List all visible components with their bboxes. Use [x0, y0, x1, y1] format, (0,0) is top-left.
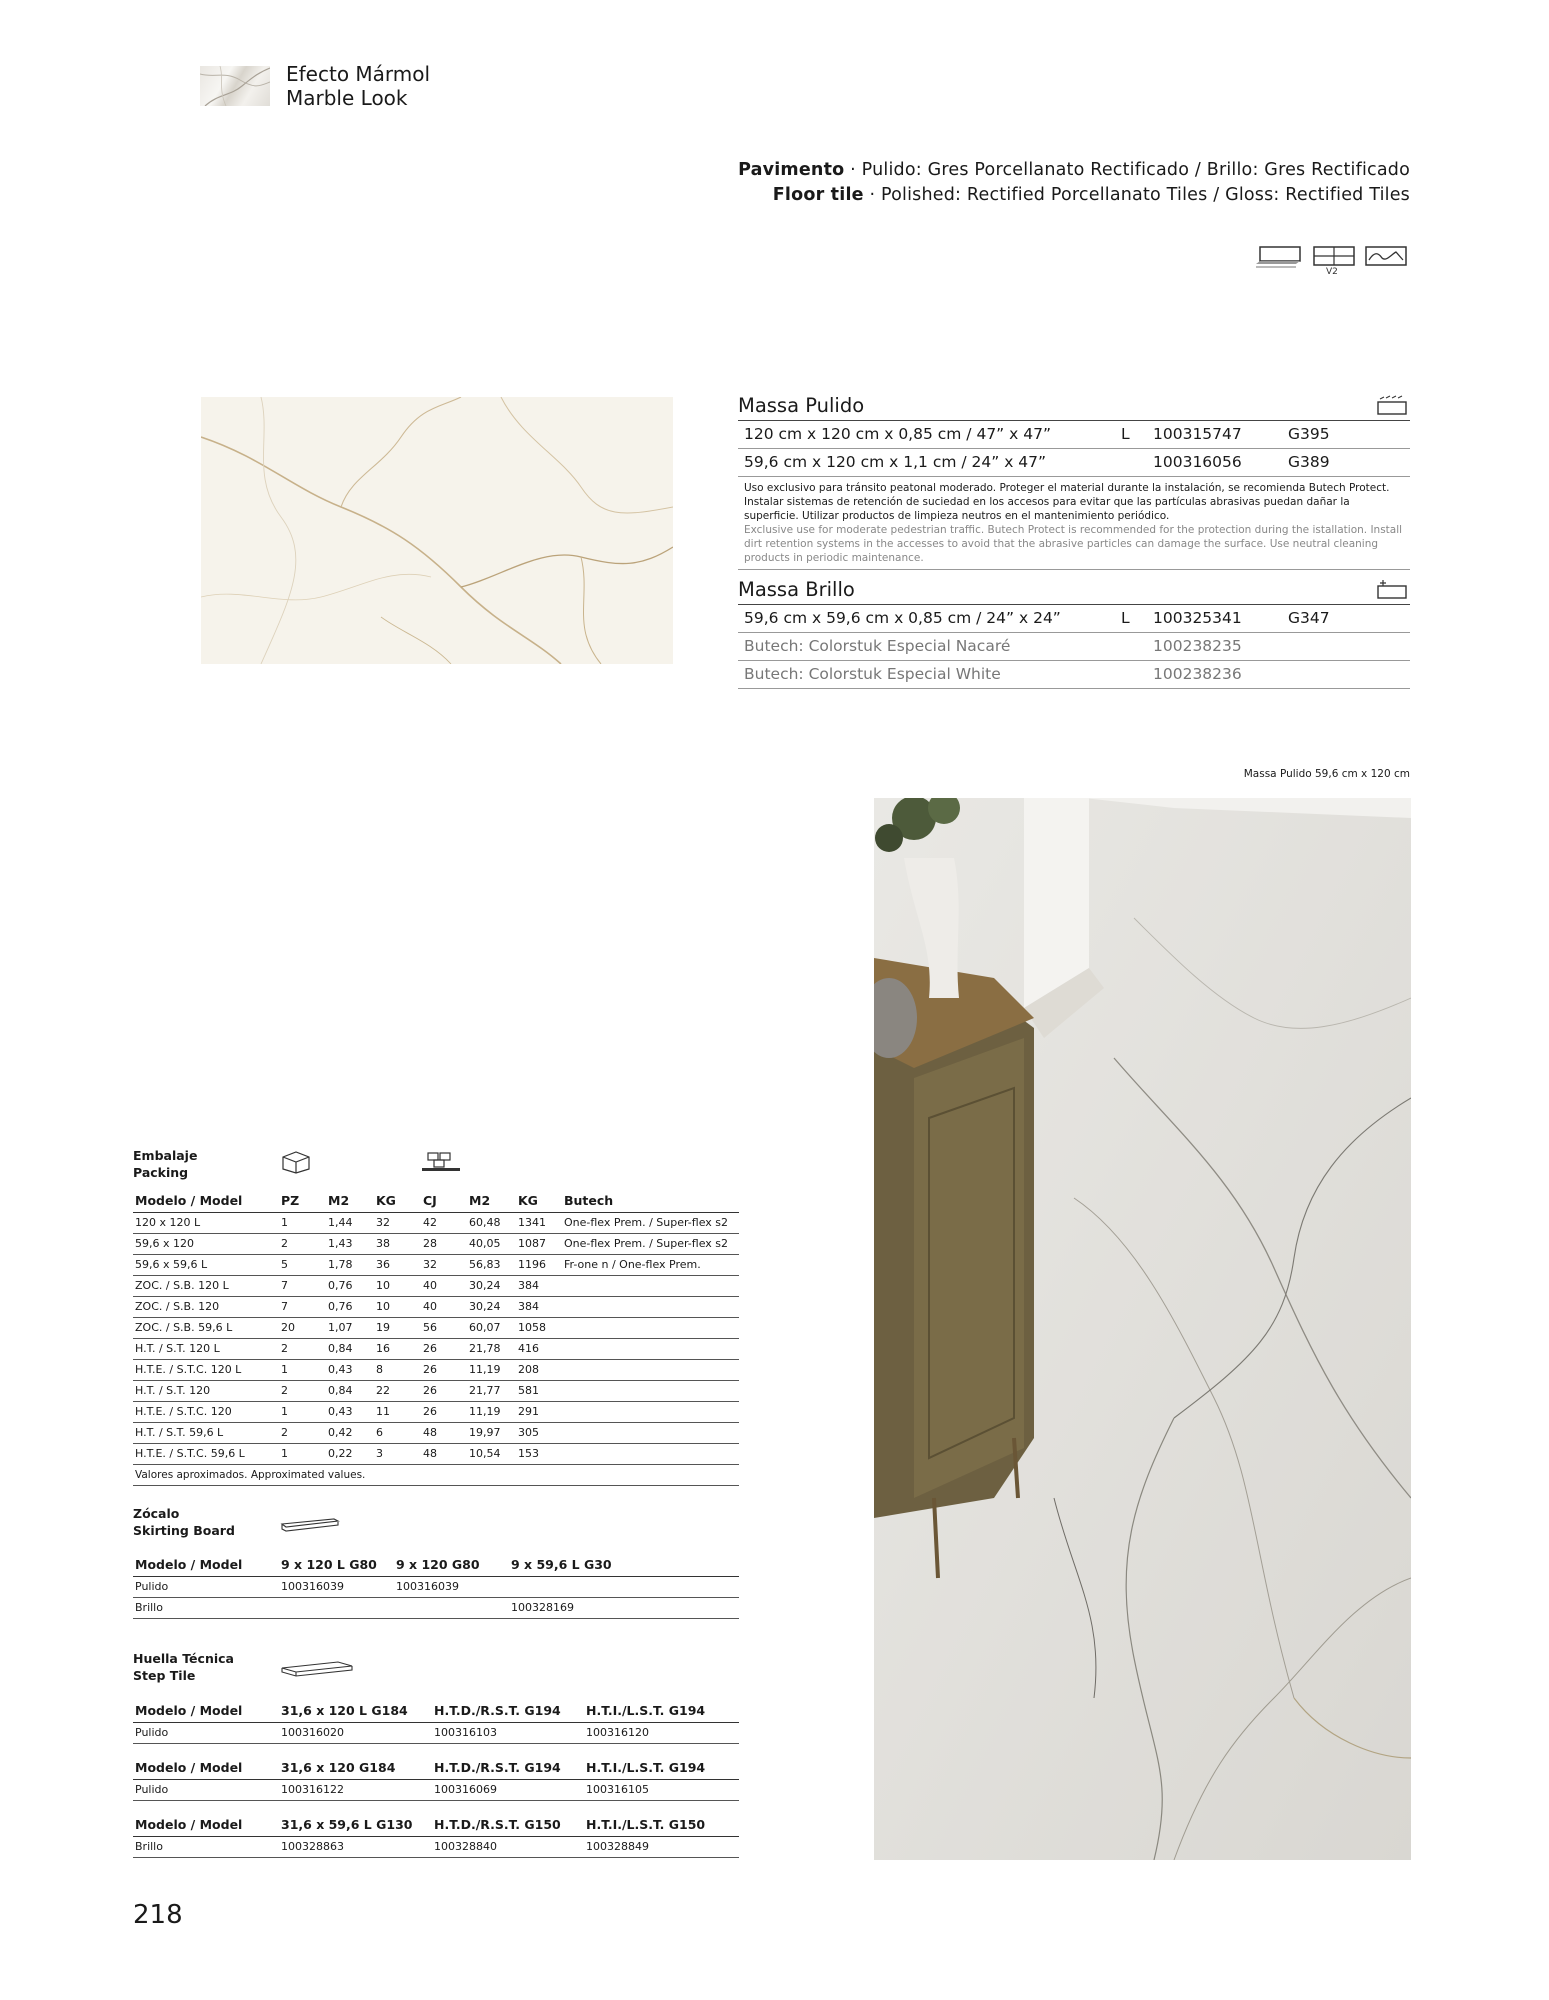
packing-cell: 2 [281, 1342, 288, 1355]
packing-cell: 1341 [518, 1216, 546, 1229]
butech-row [738, 661, 1410, 689]
step-tile-header: H.T.D./R.S.T. G150 [434, 1817, 561, 1832]
step-tile-header: 31,6 x 120 L G184 [281, 1703, 408, 1718]
skirting-header-row [133, 1554, 739, 1577]
packing-cell: 0,84 [328, 1342, 353, 1355]
packing-cell: Fr-one n / One-flex Prem. [564, 1258, 701, 1271]
step-tile-header-row [133, 1814, 739, 1837]
packing-row [133, 1276, 739, 1297]
packing-cell: 40 [423, 1279, 437, 1292]
slip-resistance-icon [1366, 247, 1406, 265]
floor-tile-text: · Polished: Rectified Porcellanato Tiles / Gloss: Rectified Tiles [863, 185, 1410, 205]
packing-header: Butech [564, 1193, 614, 1208]
packing-cell: 2 [281, 1237, 288, 1250]
packing-cell: 40 [423, 1300, 437, 1313]
gloss-finish-icon [1376, 578, 1408, 602]
packing-cell: 5 [281, 1258, 288, 1271]
product-row [738, 421, 1410, 449]
packing-cell: 1,78 [328, 1258, 353, 1271]
group-cell: G347 [1288, 609, 1330, 627]
packing-cell: 21,78 [469, 1342, 501, 1355]
packing-header-row [133, 1190, 739, 1213]
skirting-header: 9 x 120 G80 [396, 1557, 480, 1572]
packing-cell: H.T. / S.T. 59,6 L [135, 1426, 224, 1439]
packing-cell: 19 [376, 1321, 390, 1334]
size-cell: 59,6 cm x 120 cm x 1,1 cm / 24” x 47” [744, 453, 1047, 471]
step-tile-header: H.T.I./L.S.T. G150 [586, 1817, 706, 1832]
packing-cell: 16 [376, 1342, 390, 1355]
step-tile-cell: Pulido [135, 1726, 169, 1739]
step-tile-header: 31,6 x 59,6 L G130 [281, 1817, 413, 1832]
packing-cell: 48 [423, 1426, 437, 1439]
packing-label-es: Embalaje [133, 1148, 198, 1163]
size-cell: 59,6 cm x 59,6 cm x 0,85 cm / 24” x 24” [744, 609, 1061, 627]
packing-table [133, 1190, 739, 1486]
skirting-header: 9 x 59,6 L G30 [511, 1557, 612, 1572]
packing-cell: 10 [376, 1279, 390, 1292]
step-tile-header: H.T.I./L.S.T. G194 [586, 1760, 706, 1775]
step-tile-header: H.T.I./L.S.T. G194 [586, 1703, 706, 1718]
marble-tile-sample-image [201, 397, 673, 664]
box-icon [280, 1150, 312, 1178]
packing-cell: 60,48 [469, 1216, 501, 1229]
skirting-cell: 100316039 [281, 1580, 344, 1593]
packing-cell: H.T. / S.T. 120 [135, 1384, 211, 1397]
product-row [738, 449, 1410, 477]
tile-spec-icons [1256, 244, 1416, 276]
packing-header: Modelo / Model [135, 1193, 243, 1208]
packing-header: KG [376, 1193, 396, 1208]
skirting-table [133, 1554, 739, 1619]
packing-cell: 1 [281, 1363, 288, 1376]
step-tile-cell: 100328849 [586, 1840, 649, 1853]
packing-header: KG [518, 1193, 538, 1208]
polished-finish-icon [1376, 394, 1408, 418]
group-cell: G389 [1288, 453, 1330, 471]
packing-cell: 8 [376, 1363, 383, 1376]
massa-brillo-title-text: Massa Brillo [738, 578, 855, 601]
usage-note-es: Uso exclusivo para tránsito peatonal moderado. Proteger el material durante la instalación, se recomienda Butech Protect. Instalar sistemas de retención de suciedad en los accesos para evitar que las partículas abrasivas puedan dañar la superficie. Utilizar productos de limpieza neutros en el mantenimiento periódico. [744, 482, 1390, 522]
skirting-cell: 100316039 [396, 1580, 459, 1593]
packing-cell: 11 [376, 1405, 390, 1418]
room-photo [874, 798, 1411, 1860]
packing-header: CJ [423, 1193, 437, 1208]
packing-cell: 6 [376, 1426, 383, 1439]
packing-cell: 26 [423, 1363, 437, 1376]
packing-cell: 0,84 [328, 1384, 353, 1397]
step-tile-cell: 100328863 [281, 1840, 344, 1853]
step-tile-cell: 100316020 [281, 1726, 344, 1739]
massa-pulido-table [738, 392, 1410, 570]
packing-row [133, 1402, 739, 1423]
step-tile-header-row [133, 1757, 739, 1780]
massa-pulido-title [738, 392, 1410, 421]
skirting-board-icon [280, 1516, 340, 1536]
packing-cell: 19,97 [469, 1426, 501, 1439]
step-tile-cell: 100316120 [586, 1726, 649, 1739]
packing-header: M2 [469, 1193, 491, 1208]
packing-cell: 384 [518, 1279, 539, 1292]
packing-cell: 1196 [518, 1258, 546, 1271]
packing-cell: 291 [518, 1405, 539, 1418]
packing-cell: 153 [518, 1447, 539, 1460]
title-es: Efecto Mármol [286, 62, 431, 86]
packing-cell: 208 [518, 1363, 539, 1376]
packing-cell: 1,43 [328, 1237, 353, 1250]
packing-footnote: Valores aproximados. Approximated values. [133, 1465, 739, 1486]
product-row [738, 605, 1410, 633]
skirting-header: 9 x 120 L G80 [281, 1557, 377, 1572]
packing-cell: H.T. / S.T. 120 L [135, 1342, 220, 1355]
packing-cell: One-flex Prem. / Super-flex s2 [564, 1237, 729, 1250]
step-tile-row [133, 1780, 739, 1801]
butech-row [738, 633, 1410, 661]
step-tile-table-1 [133, 1700, 739, 1744]
packing-cell: One-flex Prem. / Super-flex s2 [564, 1216, 729, 1229]
packing-row [133, 1360, 739, 1381]
packing-header: M2 [328, 1193, 350, 1208]
packing-row [133, 1297, 739, 1318]
packing-cell: 11,19 [469, 1405, 501, 1418]
marble-swatch-thumbnail [200, 66, 270, 106]
v2-label: V2 [1326, 267, 1338, 276]
packing-cell: 581 [518, 1384, 539, 1397]
rectified-tile-icon [1256, 247, 1300, 267]
packing-cell: 48 [423, 1447, 437, 1460]
title-en: Marble Look [286, 86, 408, 110]
packing-cell: 36 [376, 1258, 390, 1271]
packing-cell: 10,54 [469, 1447, 501, 1460]
packing-cell: 2 [281, 1384, 288, 1397]
step-tile-label-en: Step Tile [133, 1668, 196, 1683]
packing-row [133, 1318, 739, 1339]
packing-cell: 22 [376, 1384, 390, 1397]
packing-cell: ZOC. / S.B. 120 L [135, 1279, 229, 1292]
page-number: 218 [133, 1900, 183, 1930]
massa-brillo-title [738, 576, 1410, 605]
step-tile-icon [280, 1658, 356, 1684]
floor-tile-label: Floor tile [772, 185, 864, 205]
usage-note [738, 477, 1410, 570]
skirting-label-en: Skirting Board [133, 1523, 235, 1538]
packing-cell: 3 [376, 1447, 383, 1460]
step-tile-header: Modelo / Model [135, 1817, 243, 1832]
packing-row [133, 1339, 739, 1360]
skirting-cell: Brillo [135, 1601, 163, 1614]
packing-cell: 32 [423, 1258, 437, 1271]
step-tile-row [133, 1837, 739, 1858]
step-tile-row [133, 1723, 739, 1744]
butech-code-cell: 100238235 [1153, 637, 1242, 655]
packing-cell: 28 [423, 1237, 437, 1250]
packing-row [133, 1423, 739, 1444]
packing-cell: 32 [376, 1216, 390, 1229]
skirting-cell: 100328169 [511, 1601, 574, 1614]
packing-cell: 0,76 [328, 1279, 353, 1292]
packing-label-en: Packing [133, 1165, 189, 1180]
packing-cell: 384 [518, 1300, 539, 1313]
packing-cell: 11,19 [469, 1363, 501, 1376]
packing-header: PZ [281, 1193, 300, 1208]
packing-cell: 10 [376, 1300, 390, 1313]
packing-cell: 30,24 [469, 1300, 501, 1313]
packing-cell: 1,44 [328, 1216, 353, 1229]
butech-name-cell: Butech: Colorstuk Especial White [744, 665, 1001, 683]
packing-cell: 305 [518, 1426, 539, 1439]
packing-cell: 1087 [518, 1237, 546, 1250]
floor-tile-description [738, 158, 1410, 208]
massa-brillo-table [738, 576, 1410, 689]
step-tile-cell: 100316069 [434, 1783, 497, 1796]
step-tile-cell: 100316105 [586, 1783, 649, 1796]
step-tile-cell: 100316122 [281, 1783, 344, 1796]
packing-cell: 7 [281, 1279, 288, 1292]
packing-row [133, 1381, 739, 1402]
packing-cell: 1,07 [328, 1321, 353, 1334]
packing-label [133, 1147, 197, 1181]
step-tile-header: H.T.D./R.S.T. G194 [434, 1703, 561, 1718]
step-tile-cell: 100316103 [434, 1726, 497, 1739]
pavimento-label: Pavimento [738, 160, 845, 180]
packing-cell: 2 [281, 1426, 288, 1439]
flag-cell: L [1121, 425, 1130, 443]
packing-row [133, 1255, 739, 1276]
packing-cell: 0,76 [328, 1300, 353, 1313]
skirting-label-es: Zócalo [133, 1506, 180, 1521]
packing-cell: 30,24 [469, 1279, 501, 1292]
skirting-row [133, 1598, 739, 1619]
size-cell: 120 cm x 120 cm x 0,85 cm / 47” x 47” [744, 425, 1051, 443]
packing-cell: 42 [423, 1216, 437, 1229]
packing-cell: 1 [281, 1216, 288, 1229]
skirting-label [133, 1505, 235, 1539]
packing-cell: 38 [376, 1237, 390, 1250]
packing-cell: 0,42 [328, 1426, 353, 1439]
packing-cell: ZOC. / S.B. 120 [135, 1300, 220, 1313]
step-tile-cell: 100328840 [434, 1840, 497, 1853]
packing-cell: 56,83 [469, 1258, 501, 1271]
packing-cell: 20 [281, 1321, 295, 1334]
packing-cell: 0,43 [328, 1363, 353, 1376]
step-tile-header: Modelo / Model [135, 1703, 243, 1718]
packing-cell: 416 [518, 1342, 539, 1355]
packing-cell: 26 [423, 1405, 437, 1418]
pallet-icon [420, 1150, 464, 1178]
packing-row [133, 1234, 739, 1255]
pavimento-text: · Pulido: Gres Porcellanato Rectificado / Brillo: Gres Rectificado [844, 160, 1410, 180]
skirting-cell: Pulido [135, 1580, 169, 1593]
packing-cell: 0,22 [328, 1447, 353, 1460]
packing-cell: 40,05 [469, 1237, 501, 1250]
packing-row [133, 1213, 739, 1234]
packing-cell: 1 [281, 1405, 288, 1418]
packing-cell: 26 [423, 1342, 437, 1355]
code-cell: 100325341 [1153, 609, 1242, 627]
step-tile-header: Modelo / Model [135, 1760, 243, 1775]
step-tile-cell: Pulido [135, 1783, 169, 1796]
packing-cell: 7 [281, 1300, 288, 1313]
collection-title [286, 62, 430, 110]
butech-name-cell: Butech: Colorstuk Especial Nacaré [744, 637, 1011, 655]
step-tile-header: 31,6 x 120 G184 [281, 1760, 396, 1775]
skirting-row [133, 1577, 739, 1598]
packing-cell: ZOC. / S.B. 59,6 L [135, 1321, 233, 1334]
step-tile-table-2 [133, 1757, 739, 1801]
packing-cell: 59,6 x 59,6 L [135, 1258, 208, 1271]
packing-cell: 21,77 [469, 1384, 501, 1397]
flag-cell: L [1121, 609, 1130, 627]
packing-cell: 59,6 x 120 [135, 1237, 194, 1250]
code-cell: 100316056 [1153, 453, 1242, 471]
step-tile-table-3 [133, 1814, 739, 1858]
usage-note-en: Exclusive use for moderate pedestrian traffic. Butech Protect is recommended for the protection during the istallation. Install dirt retention systems in the accesses to avoid that the abrasive particles can damage the surface. Use neutral cleaning products in periodic maintenance. [744, 524, 1403, 564]
packing-cell: 0,43 [328, 1405, 353, 1418]
packing-cell: 120 x 120 L [135, 1216, 201, 1229]
packing-cell: H.T.E. / S.T.C. 120 [135, 1405, 232, 1418]
packing-cell: 26 [423, 1384, 437, 1397]
step-tile-label [133, 1650, 234, 1684]
packing-row [133, 1444, 739, 1465]
step-tile-header-row [133, 1700, 739, 1723]
step-tile-label-es: Huella Técnica [133, 1651, 234, 1666]
butech-code-cell: 100238236 [1153, 665, 1242, 683]
group-cell: G395 [1288, 425, 1330, 443]
step-tile-header: H.T.D./R.S.T. G194 [434, 1760, 561, 1775]
packing-cell: 56 [423, 1321, 437, 1334]
v2-shade-variation-icon [1314, 247, 1354, 276]
packing-cell: 1058 [518, 1321, 546, 1334]
skirting-header: Modelo / Model [135, 1557, 243, 1572]
packing-cell: H.T.E. / S.T.C. 120 L [135, 1363, 242, 1376]
step-tile-cell: Brillo [135, 1840, 163, 1853]
packing-cell: 1 [281, 1447, 288, 1460]
photo-caption: Massa Pulido 59,6 cm x 120 cm [1243, 768, 1410, 780]
code-cell: 100315747 [1153, 425, 1242, 443]
packing-cell: H.T.E. / S.T.C. 59,6 L [135, 1447, 245, 1460]
packing-cell: 60,07 [469, 1321, 501, 1334]
massa-pulido-title-text: Massa Pulido [738, 394, 865, 417]
